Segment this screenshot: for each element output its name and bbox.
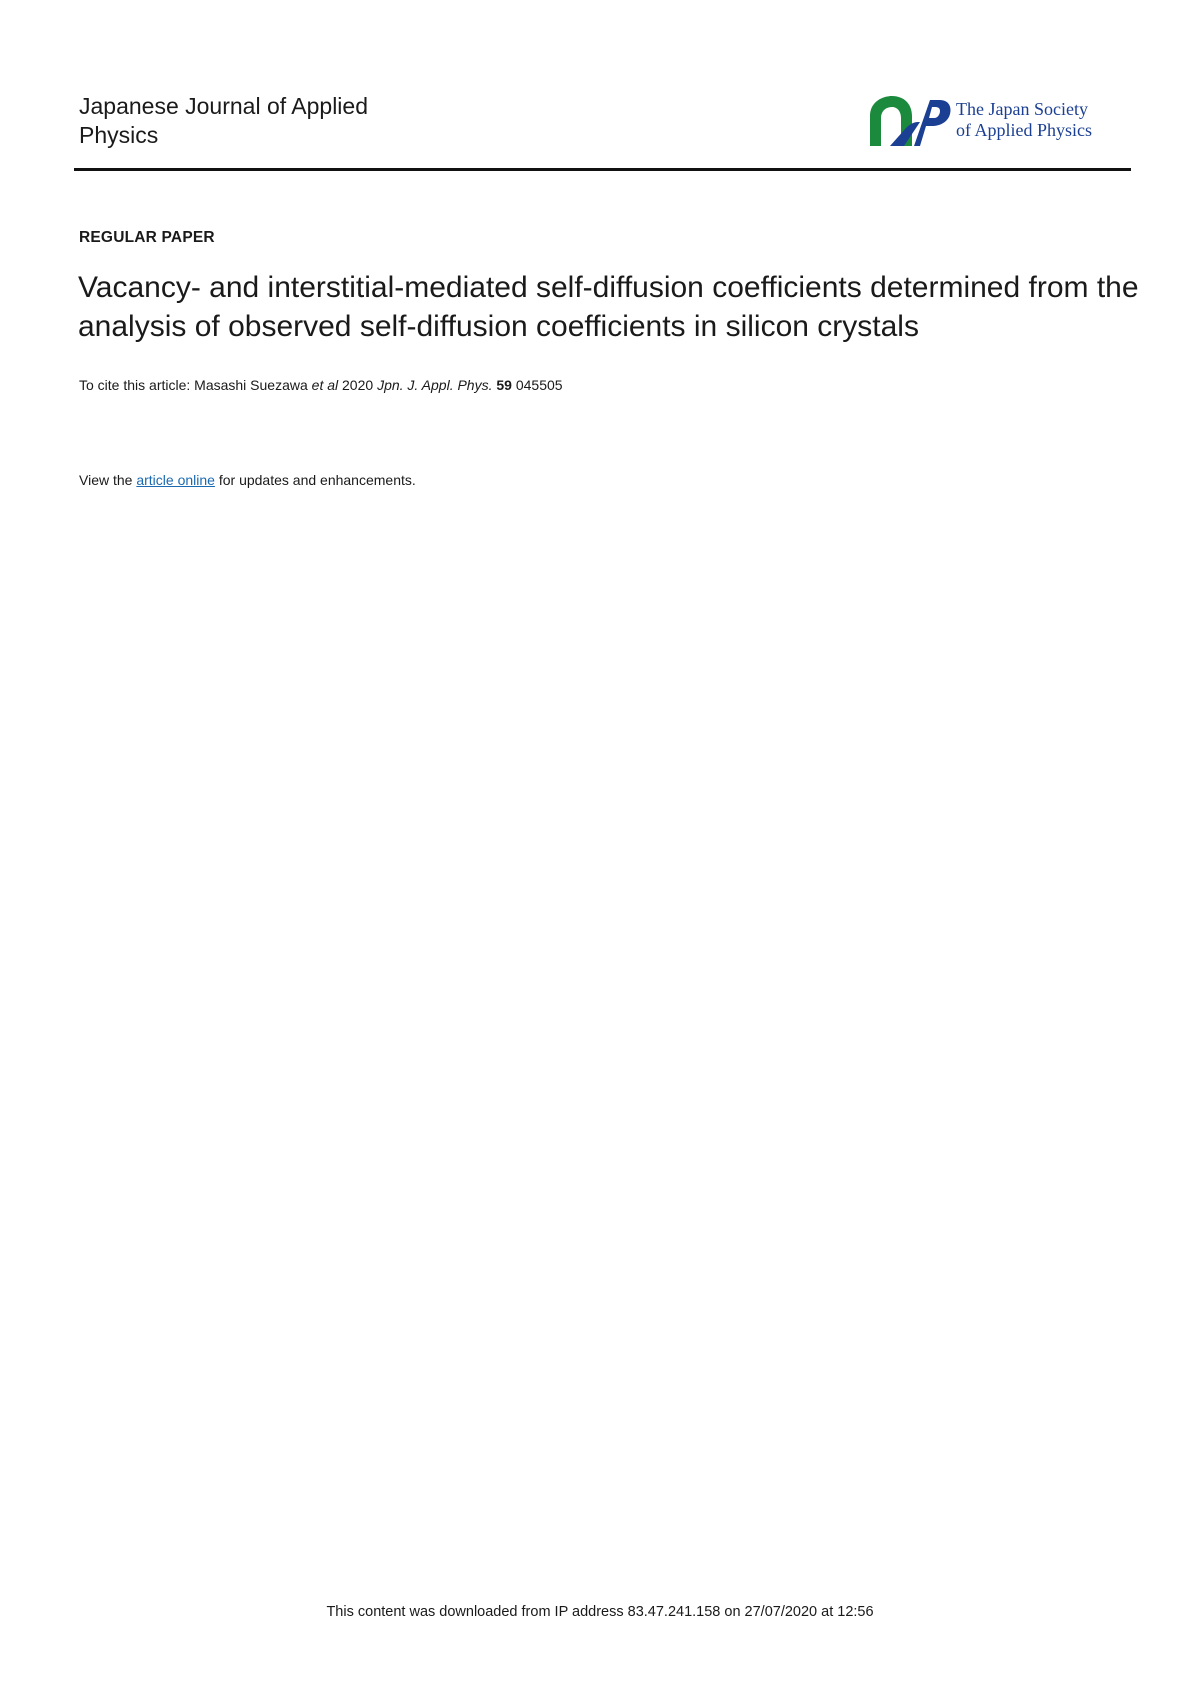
article-online-link[interactable]: article online [136,472,215,488]
download-note: This content was downloaded from IP address 83.47.241.158 on 27/07/2020 at 12:56 [326,1604,874,1620]
citation-et-al: et al [311,377,339,393]
logo-blue-stroke-2 [914,100,951,146]
logo-text-line2: of Applied Physics [956,120,1093,140]
citation-article-number: 045505 [511,377,563,393]
paper-title: Vacancy- and interstitial-mediated self-diffusion coefficients determined from the analysis of observed self-diffusion coefficients in silicon crystals [78,271,1139,343]
jsap-logo [868,94,1118,152]
journal-name-line1: Japanese Journal of Applied [79,93,368,119]
citation-volume: 59 [496,377,512,393]
view-online-note [79,472,416,488]
journal-name-line2: Physics [79,122,159,148]
citation-prefix: To cite this article: Masashi Suezawa [79,377,312,393]
logo-text-line1: The Japan Society [956,99,1088,119]
journal-name [79,92,409,150]
view-online-prefix: View the [79,472,137,488]
view-online-suffix: for updates and enhancements. [214,472,416,488]
logo-text [956,99,1092,141]
paper-type: REGULAR PAPER [79,229,215,246]
citation [79,377,563,393]
citation-journal: Jpn. J. Appl. Phys. [377,377,493,393]
header-divider [74,168,1131,171]
citation-year: 2020 [338,377,378,393]
jsap-logo-icon [868,94,952,148]
